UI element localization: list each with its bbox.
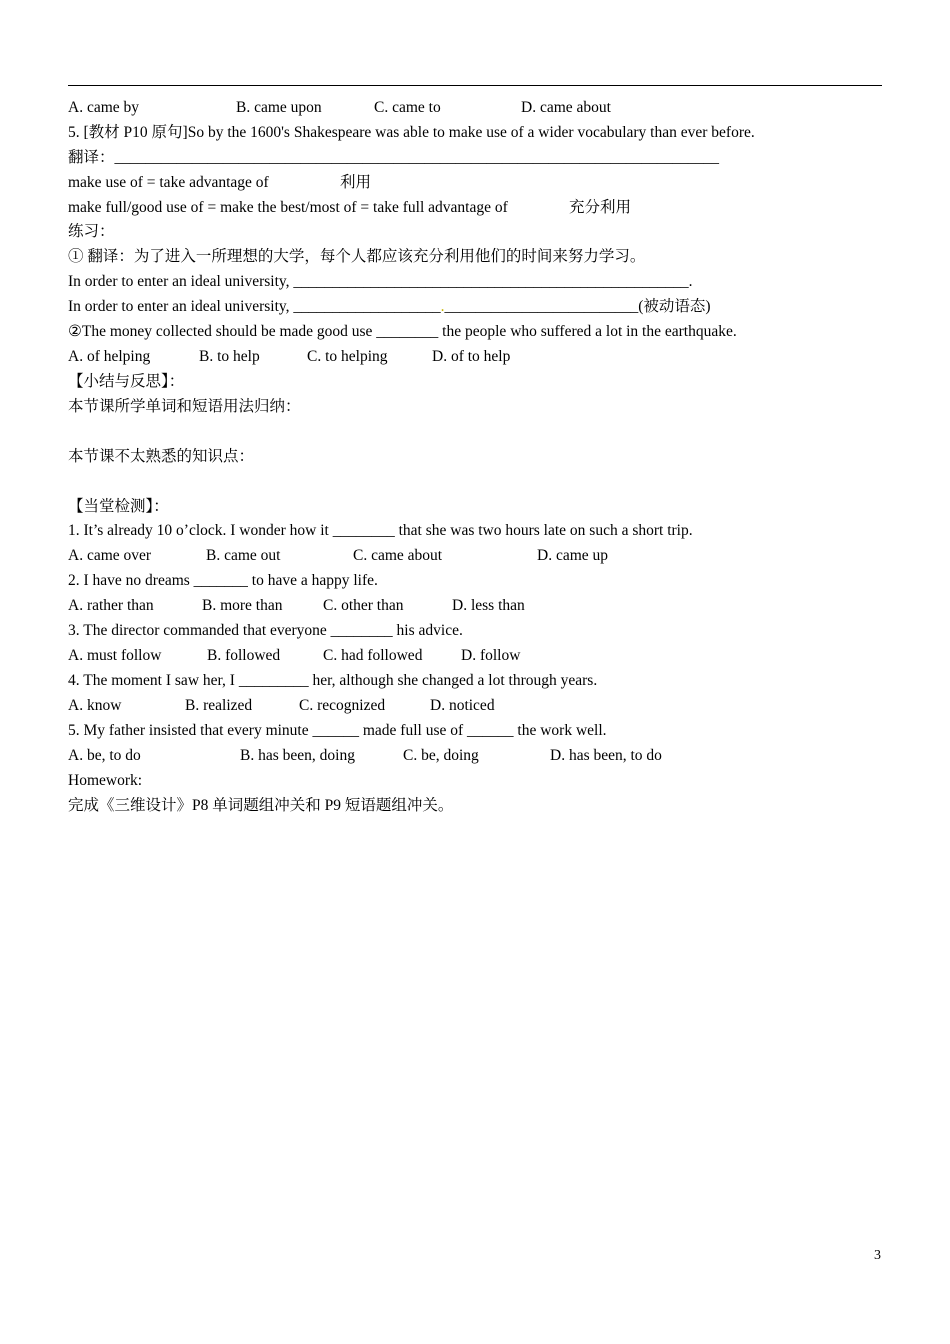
test-question-4: 4. The moment I saw her, I _________ her, although she changed a lot through years.	[68, 672, 598, 689]
summary-vocab-label: 本节课所学单词和短语用法归纳：	[68, 398, 301, 415]
test-q3-option-c: C. had followed	[323, 647, 423, 664]
q4-option-b: B. came upon	[236, 99, 322, 116]
phrase-1-chinese: 利用	[340, 174, 372, 191]
summary-heading: 【小结与反思】：	[68, 373, 185, 390]
summary-unfamiliar-label: 本节课不太熟悉的知识点：	[68, 448, 255, 465]
homework-label: Homework:	[68, 772, 143, 789]
test-q2-option-a: A. rather than	[68, 597, 154, 614]
phrase-1-english: make use of = take advantage of	[68, 174, 269, 191]
test-q2-option-b: B. more than	[202, 597, 283, 614]
test-question-2: 2. I have no dreams _______ to have a happy life.	[68, 572, 378, 589]
homework-text: 完成《三维设计》P8 单词题组冲关和 P9 短语题组冲关。	[68, 797, 454, 814]
test-q5-option-c: C. be, doing	[403, 747, 479, 764]
test-q4-option-c: C. recognized	[299, 697, 386, 714]
q4-option-c: C. came to	[374, 99, 441, 116]
exercise-1-prompt: ① 翻译：为了进入一所理想的大学，每个人都应该充分利用他们的时间来努力学习。	[68, 248, 646, 265]
ex2-option-c: C. to helping	[307, 348, 388, 365]
header-rule	[68, 85, 882, 86]
test-q1-option-a: A. came over	[68, 547, 152, 564]
test-q1-option-b: B. came out	[206, 547, 281, 564]
question-5-text: 5. [教材 P10 原句]So by the 1600's Shakespeare was able to make use of a wider vocabulary than ever before.	[68, 124, 755, 141]
exercise-1-line-2	[68, 297, 711, 317]
test-question-3: 3. The director commanded that everyone ________ his advice.	[68, 622, 463, 639]
ex2-option-d: D. of to help	[432, 348, 511, 365]
test-q5-option-a: A. be, to do	[68, 747, 141, 764]
test-q3-option-d: D. follow	[461, 647, 521, 664]
test-q4-option-a: A. know	[68, 697, 122, 714]
exercise-1-line-2-start: In order to enter an ideal university, ___________________	[68, 298, 441, 315]
test-question-1: 1. It’s already 10 o’clock. I wonder how it ________ that she was two hours late on such a short trip.	[68, 522, 693, 539]
test-q4-option-b: B. realized	[185, 697, 253, 714]
q4-option-d: D. came about	[521, 99, 611, 116]
page-number: 3	[874, 1248, 881, 1263]
test-q2-option-c: C. other than	[323, 597, 404, 614]
test-question-5: 5. My father insisted that every minute ______ made full use of ______ the work well.	[68, 722, 607, 739]
test-q5-option-d: D. has been, to do	[550, 747, 662, 764]
exercise-1-line-1: In order to enter an ideal university, ___________________________________________________.	[68, 273, 693, 290]
test-heading: 【当堂检测】：	[68, 498, 169, 515]
phrase-2-english: make full/good use of = make the best/most of = take full advantage of	[68, 199, 508, 216]
test-q1-option-d: D. came up	[537, 547, 609, 564]
test-q5-option-b: B. has been, doing	[240, 747, 355, 764]
practice-label: 练习：	[68, 223, 115, 240]
phrase-2-chinese: 充分利用	[569, 199, 632, 216]
test-q1-option-c: C. came about	[353, 547, 443, 564]
q4-option-a: A. came by	[68, 99, 140, 116]
test-q2-option-d: D. less than	[452, 597, 525, 614]
test-q3-option-b: B. followed	[207, 647, 281, 664]
exercise-2-text: ②The money collected should be made good use ________ the people who suffered a lot in the earthquake.	[68, 323, 737, 340]
translate-line: 翻译：______________________________________________________________________________	[68, 149, 720, 166]
ex2-option-a: A. of helping	[68, 348, 151, 365]
test-q3-option-a: A. must follow	[68, 647, 162, 664]
ex2-option-b: B. to help	[199, 348, 260, 365]
test-q4-option-d: D. noticed	[430, 697, 495, 714]
stray-dot: .	[440, 298, 445, 315]
exercise-1-line-2-end: _________________________(被动语态)	[444, 298, 711, 315]
